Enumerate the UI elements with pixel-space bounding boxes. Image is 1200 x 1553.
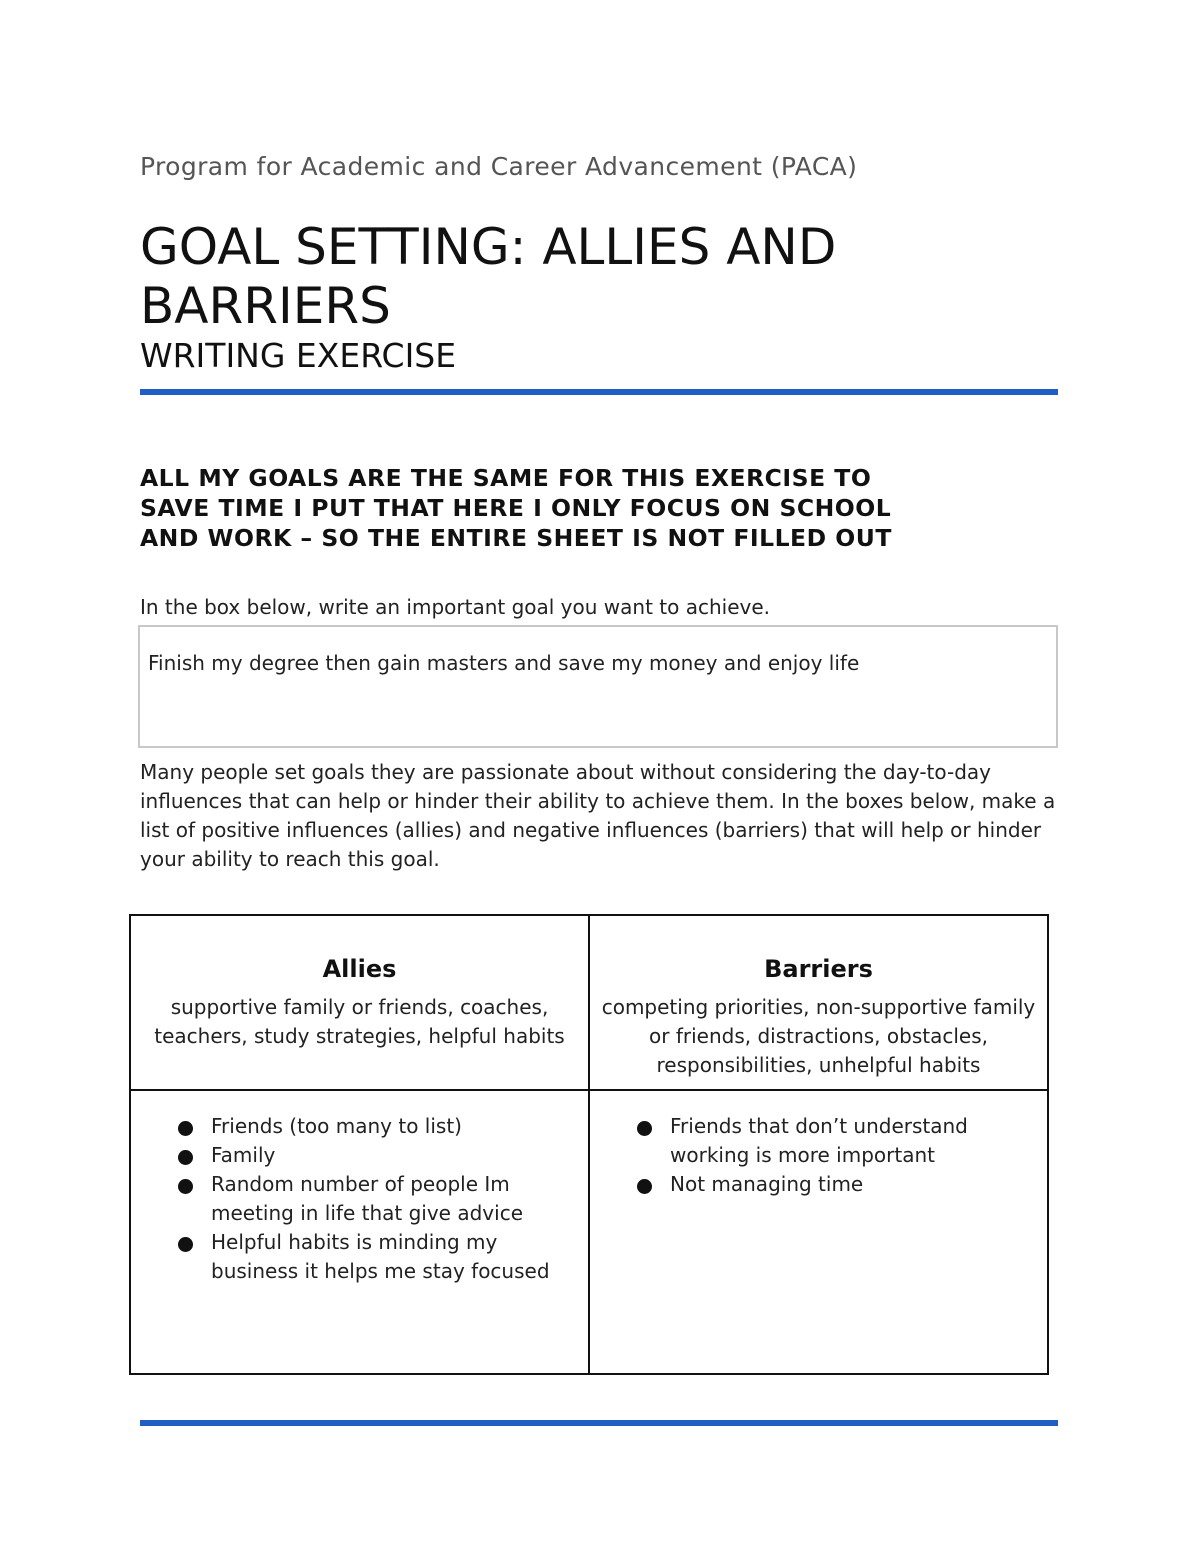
- bullet-icon: [637, 1121, 652, 1136]
- list-item: [176, 1141, 551, 1170]
- goal-answer-text: Finish my degree then gain masters and save my money and enjoy life: [148, 651, 860, 675]
- list-item-text: Family: [211, 1143, 276, 1167]
- goal-answer-box[interactable]: [138, 625, 1058, 748]
- list-item: [176, 1112, 551, 1141]
- bullet-icon: [178, 1179, 193, 1194]
- allies-barriers-table: [129, 914, 1049, 1375]
- notice-text: ALL MY GOALS ARE THE SAME FOR THIS EXERCISE TO SAVE TIME I PUT THAT HERE I ONLY FOCUS ON SCHOOL AND WORK – SO THE ENTIRE SHEET IS NOT FILLED OUT: [140, 464, 892, 552]
- list-item-text: Not managing time: [670, 1172, 864, 1196]
- barriers-description: competing priorities, non-supportive family or friends, distractions, obstacles, responsibilities, unhelpful habits: [601, 995, 1036, 1077]
- bullet-icon: [178, 1237, 193, 1252]
- footer-divider: [140, 1420, 1058, 1426]
- row-divider: [131, 1089, 1047, 1091]
- bullet-icon: [178, 1121, 193, 1136]
- barriers-list: [635, 1112, 990, 1199]
- list-item: [176, 1228, 551, 1286]
- barriers-header-cell: [590, 916, 1047, 1089]
- instructions-paragraph: Many people set goals they are passionate about without considering the day-to-day influences that can help or hinder their ability to achieve them. In the boxes below, make a list of positive influences (allies) and negative influences (barriers) that will help or hinder your ability to reach this goal.: [140, 760, 1056, 871]
- page-subtitle: WRITING EXERCISE: [140, 336, 457, 375]
- allies-title: Allies: [322, 955, 397, 983]
- list-item-text: Friends that don’t understand working is more important: [670, 1114, 968, 1167]
- allies-description: supportive family or friends, coaches, teachers, study strategies, helpful habits: [154, 995, 565, 1048]
- list-item: [635, 1170, 990, 1199]
- allies-header-cell: [131, 916, 588, 1089]
- list-item: [176, 1170, 551, 1228]
- header-divider: [140, 389, 1058, 395]
- bullet-icon: [178, 1150, 193, 1165]
- list-item: [635, 1112, 990, 1170]
- bullet-icon: [637, 1179, 652, 1194]
- program-name: Program for Academic and Career Advancement (PACA): [140, 152, 858, 181]
- list-item-text: Helpful habits is minding my business it helps me stay focused: [211, 1230, 550, 1283]
- barriers-title: Barriers: [764, 955, 873, 983]
- page-title: GOAL SETTING: ALLIES AND BARRIERS: [140, 218, 837, 335]
- list-item-text: Random number of people Im meeting in life that give advice: [211, 1172, 523, 1225]
- goal-instruction: In the box below, write an important goal you want to achieve.: [140, 595, 770, 619]
- list-item-text: Friends (too many to list): [211, 1114, 462, 1138]
- allies-list: [176, 1112, 551, 1286]
